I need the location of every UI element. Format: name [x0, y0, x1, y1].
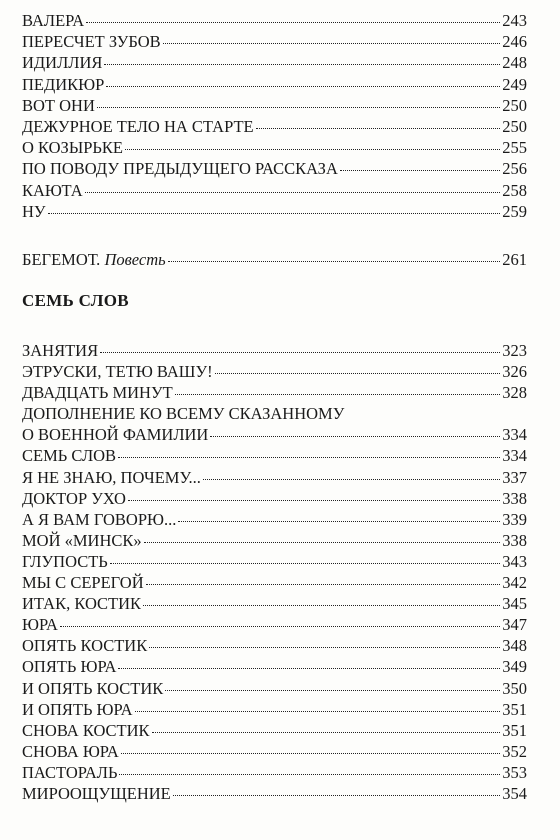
toc-entry: [22, 762, 527, 783]
toc-entry-title: ВОТ ОНИ: [22, 95, 95, 115]
toc-entry: [22, 551, 527, 572]
dot-leader: [104, 64, 500, 65]
toc-entry-title: [22, 249, 166, 270]
toc-entry-page: 348: [502, 636, 527, 656]
toc-entry-page: 250: [502, 95, 527, 115]
dot-leader: [178, 521, 500, 522]
toc-entry-page: 326: [502, 362, 527, 382]
toc-entry-title: ВАЛЕРА: [22, 11, 85, 30]
toc-entry: [22, 593, 527, 614]
toc-entry-title: И ОПЯТЬ КОСТИК: [22, 678, 164, 698]
toc-entry: [22, 116, 527, 137]
begemot-subtitle: Повесть: [104, 250, 166, 269]
toc-entry-title: МЫ С СЕРЕГОЙ: [22, 573, 144, 593]
dot-leader: [118, 668, 500, 669]
toc-entry-title: ИТАК, КОСТИК: [22, 594, 142, 614]
toc-entry-title: ПЕРЕСЧЕТ ЗУБОВ: [22, 32, 161, 52]
dot-leader: [149, 647, 500, 648]
toc-entry-page: 351: [502, 720, 527, 740]
toc-entry: [22, 678, 527, 699]
toc-entry-title: ГЛУПОСТЬ: [22, 551, 108, 571]
toc-entry-page: 343: [502, 551, 527, 571]
toc-entry-page: 338: [502, 488, 527, 508]
toc-entry-title: ПО ПОВОДУ ПРЕДЫДУЩЕГО РАССКАЗА: [22, 159, 338, 179]
toc-entry-page: 334: [502, 446, 527, 466]
dot-leader: [210, 436, 500, 437]
dot-leader: [85, 192, 501, 193]
toc-entry: [22, 509, 527, 530]
toc-entry: [22, 572, 527, 593]
toc-entry-title: ЗАНЯТИЯ: [22, 341, 99, 360]
dot-leader: [128, 500, 500, 501]
dot-leader: [152, 732, 501, 733]
dot-leader: [256, 128, 501, 129]
toc-entry-page: 250: [502, 116, 527, 136]
toc-entry-page: 258: [502, 180, 527, 200]
toc-entry-title: О ВОЕННОЙ ФАМИЛИИ: [22, 425, 209, 445]
toc-entry-title: ОПЯТЬ КОСТИК: [22, 636, 148, 656]
toc-entry-page: 248: [502, 53, 527, 73]
dot-leader: [86, 22, 500, 23]
dot-leader: [143, 605, 500, 606]
toc-entry: [22, 361, 527, 382]
toc-entry: [22, 31, 527, 52]
toc-entry-title: ДВАДЦАТЬ МИНУТ: [22, 383, 173, 403]
toc-entry-title: ОПЯТЬ ЮРА: [22, 657, 117, 677]
toc-entry-title: О КОЗЫРЬКЕ: [22, 138, 123, 158]
toc-entry-page: 351: [502, 699, 527, 719]
toc-entry: [22, 74, 527, 95]
toc-entry-page: 337: [502, 467, 527, 487]
dot-leader: [125, 149, 500, 150]
toc-entry-page: 243: [502, 11, 527, 30]
toc-entry: [22, 635, 527, 656]
toc-entry-page: 256: [502, 159, 527, 179]
toc-entry-title: Я НЕ ЗНАЮ, ПОЧЕМУ...: [22, 467, 201, 487]
toc-entry-title: ДОКТОР УХО: [22, 488, 126, 508]
dot-leader: [106, 86, 500, 87]
dot-leader: [110, 563, 500, 564]
toc-entry-page: 259: [502, 201, 527, 221]
toc-entry-title: КАЮТА: [22, 180, 83, 200]
toc-entry-title: СНОВА ЮРА: [22, 741, 119, 761]
toc-entry-page: 345: [502, 594, 527, 614]
toc-entry: [22, 656, 527, 677]
toc-entry-title: И ОПЯТЬ ЮРА: [22, 699, 133, 719]
toc-entry: [22, 467, 527, 488]
toc-entry: [22, 95, 527, 116]
toc-entry-title: ПЕДИКЮР: [22, 74, 105, 94]
dot-leader: [119, 774, 500, 775]
section-heading: СЕМЬ СЛОВ: [22, 291, 129, 310]
toc-entry-title: А Я ВАМ ГОВОРЮ...: [22, 509, 177, 529]
toc-entry-page: 339: [502, 509, 527, 529]
toc-entry-title: НУ: [22, 201, 46, 221]
toc-entry-page: 249: [502, 74, 527, 94]
toc-entry: [22, 488, 527, 509]
toc-entry-page: 353: [502, 762, 527, 782]
dot-leader: [163, 43, 501, 44]
toc-entry: [22, 137, 527, 158]
dot-leader: [60, 626, 500, 627]
dot-leader: [173, 795, 500, 796]
toc-entry-page: 255: [502, 138, 527, 158]
dot-leader: [340, 170, 500, 171]
dot-leader: [144, 542, 501, 543]
toc-entry-title: МИРООЩУЩЕНИЕ: [22, 783, 171, 803]
toc-entry: [22, 445, 527, 466]
toc-entry-page: 261: [502, 250, 527, 269]
toc-entry: [22, 52, 527, 73]
toc-entry-title: СЕМЬ СЛОВ: [22, 446, 117, 466]
toc-entry-page: 349: [502, 657, 527, 677]
toc-entry-title: ИДИЛЛИЯ: [22, 53, 103, 73]
toc-entry-title: ЮРА: [22, 615, 58, 635]
toc-entry: [22, 403, 527, 424]
toc-entry-title: СНОВА КОСТИК: [22, 720, 150, 740]
toc-entry: [22, 720, 527, 741]
dot-leader: [168, 261, 501, 262]
dot-leader: [121, 753, 500, 754]
dot-leader: [215, 373, 501, 374]
dot-leader: [118, 457, 500, 458]
dot-leader: [135, 711, 501, 712]
dot-leader: [48, 213, 501, 214]
toc-entry: [22, 201, 527, 222]
toc-list-part2: [22, 340, 527, 804]
toc-entry: [22, 741, 527, 762]
dot-leader: [100, 352, 500, 353]
toc-entry-page: 338: [502, 530, 527, 550]
toc-entry-title: ДОПОЛНЕНИЕ КО ВСЕМУ СКАЗАННОМУ: [22, 404, 345, 424]
toc-entry: [22, 10, 527, 31]
toc-entry-page: 323: [502, 341, 527, 360]
toc-entry: [22, 614, 527, 635]
toc-entry-page: 342: [502, 573, 527, 593]
toc-entry-page: 350: [502, 678, 527, 698]
dot-leader: [97, 107, 500, 108]
toc-entry-page: 328: [502, 383, 527, 403]
toc-entry: [22, 340, 527, 361]
toc-entry-title: ПАСТОРАЛЬ: [22, 762, 118, 782]
toc-entry-page: 354: [502, 783, 527, 803]
dot-leader: [203, 479, 500, 480]
dot-leader: [175, 394, 501, 395]
toc-entry: [22, 424, 527, 445]
toc-entry-title: ЭТРУСКИ, ТЕТЮ ВАШУ!: [22, 362, 213, 382]
dot-leader: [165, 690, 500, 691]
toc-entry-page: 352: [502, 741, 527, 761]
toc-entry: [22, 382, 527, 403]
toc-list-part1: [22, 10, 527, 222]
dot-leader: [146, 584, 501, 585]
toc-entry-title: МОЙ «МИНСК»: [22, 530, 142, 550]
toc-list-begemot: [22, 249, 527, 270]
toc-entry: [22, 158, 527, 179]
begemot-title: БЕГЕМОТ.: [22, 250, 101, 269]
toc-entry: [22, 180, 527, 201]
toc-entry-title: ДЕЖУРНОЕ ТЕЛО НА СТАРТЕ: [22, 116, 254, 136]
toc-entry: [22, 699, 527, 720]
toc-entry-page: 246: [502, 32, 527, 52]
toc-entry-page: 347: [502, 615, 527, 635]
toc-entry: [22, 530, 527, 551]
toc-entry-page: 334: [502, 425, 527, 445]
toc-entry-begemot: [22, 249, 527, 270]
toc-entry: [22, 783, 527, 804]
